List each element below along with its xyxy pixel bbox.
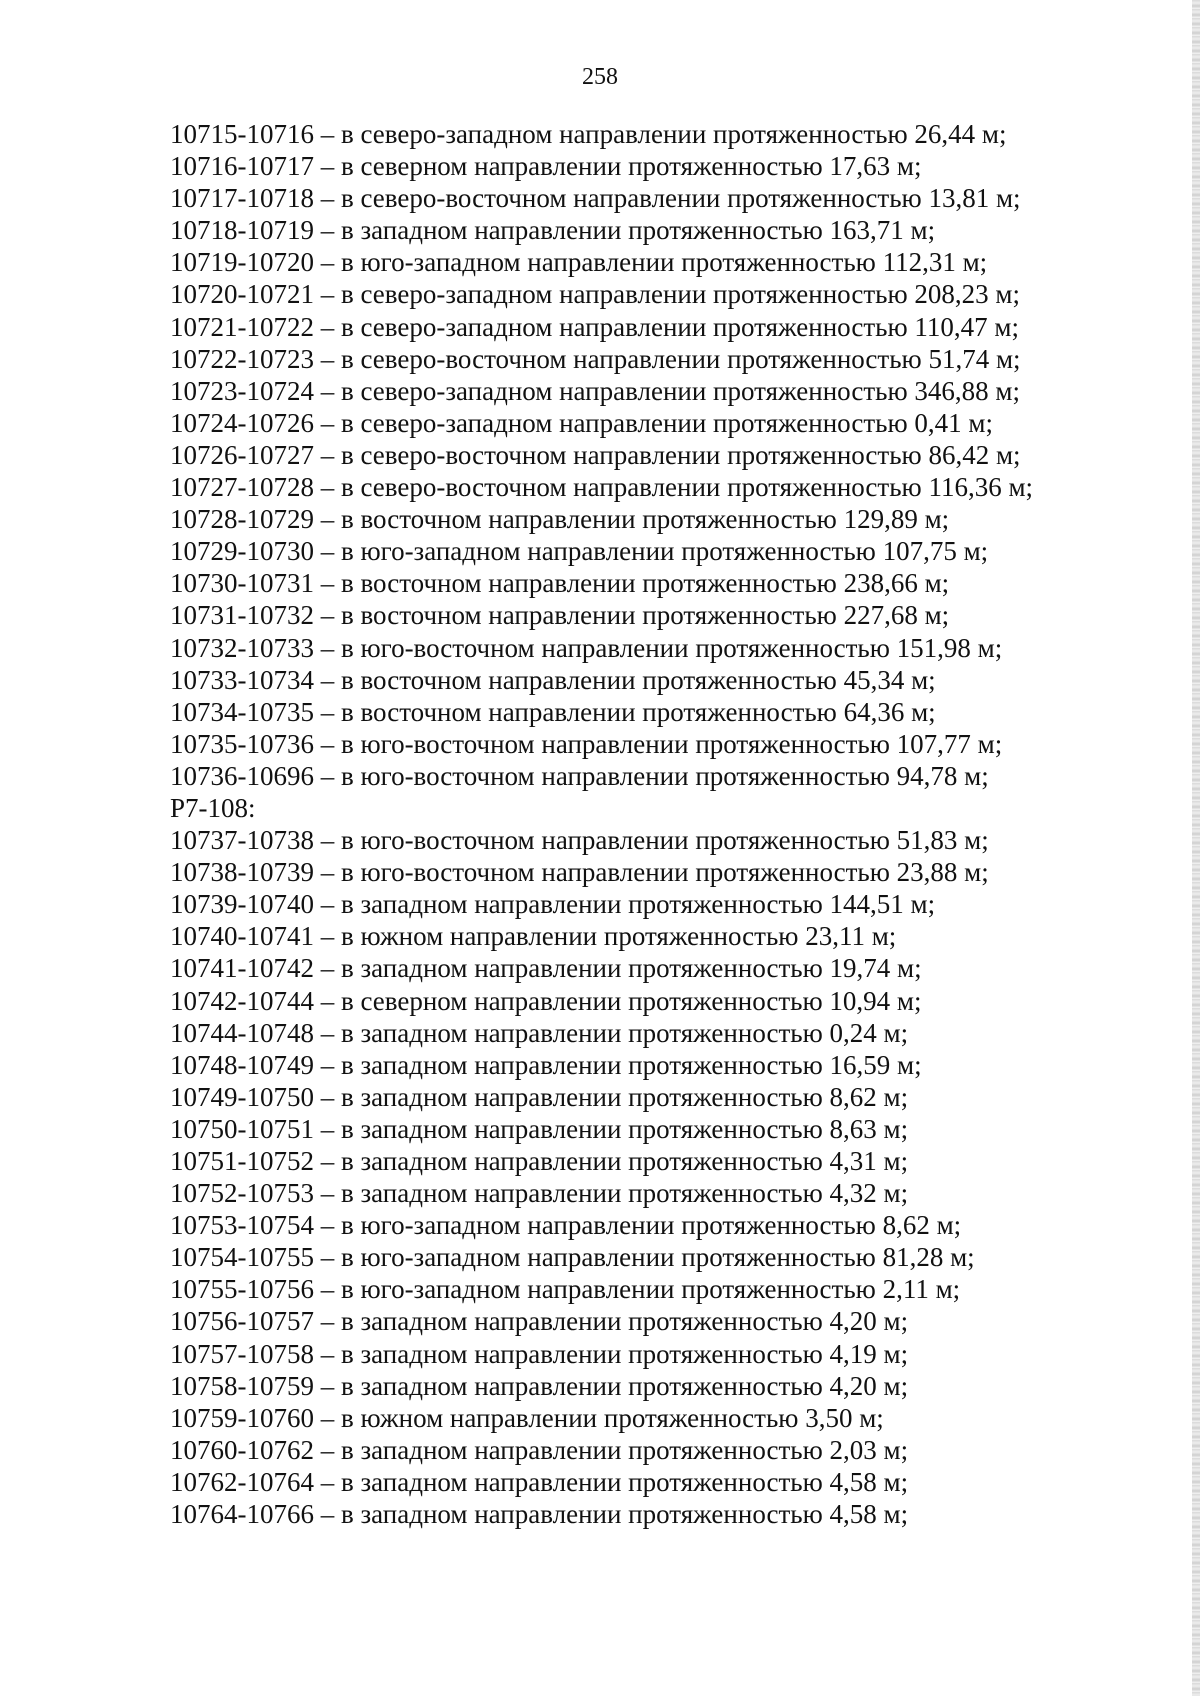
text-line: 10741-10742 – в западном направлении протяженностью 19,74 м; [170, 953, 922, 984]
text-line: 10755-10756 – в юго-западном направлении протяженностью 2,11 м; [170, 1274, 961, 1305]
text-line: 10730-10731 – в восточном направлении протяженностью 238,66 м; [170, 568, 950, 599]
text-line: 10744-10748 – в западном направлении протяженностью 0,24 м; [170, 1017, 909, 1048]
text-line: 10759-10760 – в южном направлении протяженностью 3,50 м; [170, 1402, 884, 1433]
text-line: 10754-10755 – в юго-западном направлении протяженностью 81,28 м; [170, 1242, 975, 1273]
text-line: 10729-10730 – в юго-западном направлении протяженностью 107,75 м; [170, 536, 989, 567]
text-line: 10758-10759 – в западном направлении протяженностью 4,20 м; [170, 1370, 909, 1401]
text-line: 10739-10740 – в западном направлении протяженностью 144,51 м; [170, 889, 936, 920]
text-line: 10723-10724 – в северо-западном направлении протяженностью 346,88 м; [170, 375, 1020, 406]
text-line: 10760-10762 – в западном направлении протяженностью 2,03 м; [170, 1434, 909, 1465]
text-line: 10750-10751 – в западном направлении протяженностью 8,63 м; [170, 1113, 909, 1144]
text-line: 10722-10723 – в северо-восточном направлении протяженностью 51,74 м; [170, 343, 1021, 374]
text-line: 10748-10749 – в западном направлении протяженностью 16,59 м; [170, 1049, 922, 1080]
text-line: 10736-10696 – в юго-восточном направлении протяженностью 94,78 м; [170, 760, 989, 791]
text-line: 10735-10736 – в юго-восточном направлении протяженностью 107,77 м; [170, 728, 1003, 759]
text-line: 10764-10766 – в западном направлении протяженностью 4,58 м; [170, 1499, 909, 1530]
document-body [170, 118, 1130, 1530]
text-line: 10731-10732 – в восточном направлении протяженностью 227,68 м; [170, 600, 950, 631]
text-line: 10724-10726 – в северо-западном направлении протяженностью 0,41 м; [170, 407, 993, 438]
text-line: 10720-10721 – в северо-западном направлении протяженностью 208,23 м; [170, 279, 1020, 310]
text-line: 10719-10720 – в юго-западном направлении протяженностью 112,31 м; [170, 247, 988, 278]
scan-edge-decoration [1192, 0, 1200, 1696]
text-line: Р7-108: [170, 792, 256, 823]
text-line: 10757-10758 – в западном направлении протяженностью 4,19 м; [170, 1338, 909, 1369]
text-line: 10752-10753 – в западном направлении протяженностью 4,32 м; [170, 1178, 909, 1209]
text-line: 10715-10716 – в северо-западном направлении протяженностью 26,44 м; [170, 119, 1007, 149]
text-line: 10717-10718 – в северо-восточном направлении протяженностью 13,81 м; [170, 183, 1021, 214]
text-line: 10727-10728 – в северо-восточном направлении протяженностью 116,36 м; [170, 472, 1034, 503]
text-line: 10734-10735 – в восточном направлении протяженностью 64,36 м; [170, 696, 936, 727]
page-number: 258 [582, 64, 618, 90]
text-line: 10751-10752 – в западном направлении протяженностью 4,31 м; [170, 1146, 909, 1176]
text-line: 10753-10754 – в юго-западном направлении протяженностью 8,62 м; [170, 1210, 962, 1241]
text-line: 10742-10744 – в северном направлении протяженностью 10,94 м; [170, 985, 922, 1016]
text-line: 10740-10741 – в южном направлении протяженностью 23,11 м; [170, 921, 897, 952]
text-line: 10716-10717 – в северном направлении протяженностью 17,63 м; [170, 151, 922, 182]
text-line: 10721-10722 – в северо-западном направлении протяженностью 110,47 м; [170, 311, 1019, 342]
text-line: 10762-10764 – в западном направлении протяженностью 4,58 м; [170, 1466, 909, 1497]
text-line: 10738-10739 – в юго-восточном направлении протяженностью 23,88 м; [170, 857, 989, 888]
text-line: 10756-10757 – в западном направлении протяженностью 4,20 м; [170, 1306, 909, 1337]
text-line: 10732-10733 – в юго-восточном направлении протяженностью 151,98 м; [170, 632, 1003, 663]
text-line: 10749-10750 – в западном направлении протяженностью 8,62 м; [170, 1081, 909, 1112]
text-line: 10733-10734 – в восточном направлении протяженностью 45,34 м; [170, 664, 936, 695]
text-line: 10726-10727 – в северо-восточном направлении протяженностью 86,42 м; [170, 439, 1021, 470]
text-line: 10728-10729 – в восточном направлении протяженностью 129,89 м; [170, 504, 950, 535]
text-line: 10737-10738 – в юго-восточном направлении протяженностью 51,83 м; [170, 825, 989, 856]
text-line: 10718-10719 – в западном направлении протяженностью 163,71 м; [170, 215, 936, 246]
